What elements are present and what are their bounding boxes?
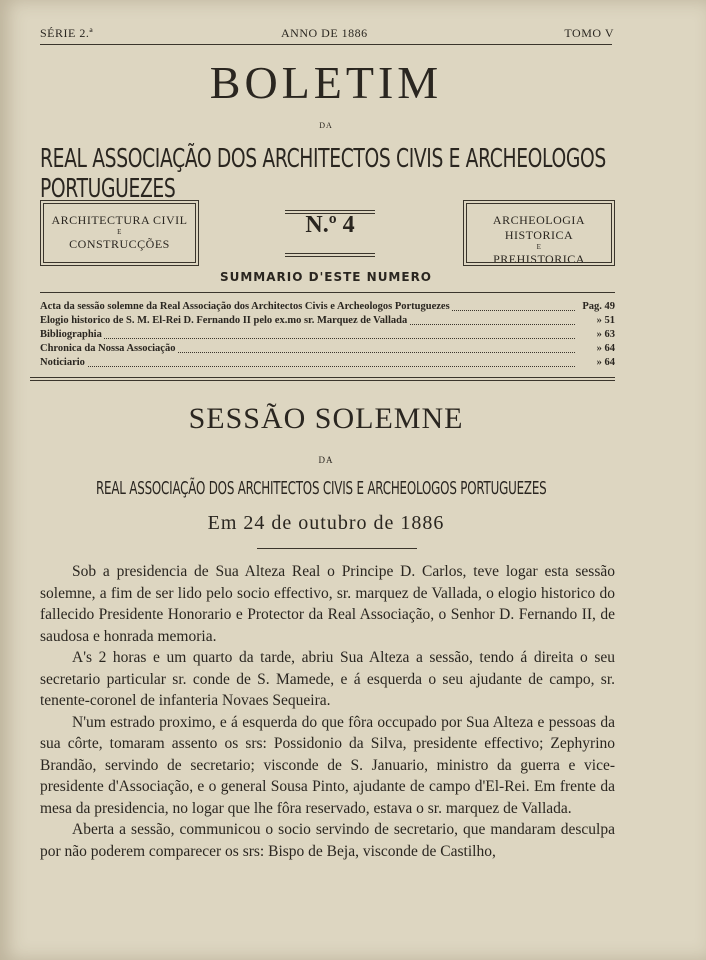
summary-rule-bottom2: [30, 380, 615, 381]
numero-rule-top: [285, 210, 375, 211]
article-body: [40, 561, 615, 862]
paragraph: Aberta a sessão, communicou o socio servindo de secretario, que mandaram desculpa por não poderem comparecer os srs: Bispo de Beja, visconde de Castilho,: [40, 821, 615, 860]
year-label: ANNO DE 1886: [281, 26, 368, 40]
serie-label: SÉRIE 2.ª: [40, 26, 94, 40]
toc-item: [40, 342, 615, 356]
summary-rule-bottom: [30, 377, 615, 378]
archeology-box: [463, 200, 615, 266]
toc-title: Elogio historico de S. M. El-Rei D. Fernando II pelo ex.mo sr. Marquez de Vallada: [40, 315, 408, 326]
article-date: Em 24 de outubro de 1886: [207, 512, 445, 534]
header-line: [40, 26, 614, 44]
toc-item: [40, 356, 615, 370]
society-name: REAL ASSOCIAÇÃO DOS ARCHITECTOS CIVIS E ARCHEOLOGOS PORTUGUEZES: [40, 144, 606, 204]
paragraph: A's 2 horas e um quarto da tarde, abriu Sua Alteza a sessão, tendo á direita o seu secretario particular sr. conde de S. Mamede, e á esquerda o seu ajudante de campo, sr. tenente-coronel de infanteria Novaes Sequeira.: [40, 649, 615, 709]
paragraph: N'um estrado proximo, e á esquerda do que fôra occupado por Sua Alteza e pessoas da sua côrte, tomaram assento os srs: Possidonio da Silva, presidente effectivo; Zephyrino Brandão, servindo de secretario; visconde de S. Januario, ministro da guerra e vice-presidente d'Associação, e o general Sousa Pinto, ajudante de campo d'El-Rei. Em frente da mesa da presidencia, no logar que lhe fôra reservado, estava o sr. marquez de Vallada.: [40, 713, 615, 817]
table-of-contents: [40, 300, 615, 370]
archeology-e: E: [536, 243, 542, 251]
numero-rule-bottom: [285, 253, 375, 254]
toc-page: » 63: [593, 328, 615, 342]
header-rule: [40, 44, 612, 45]
architecture-line1: ARCHITECTURA CIVIL: [51, 213, 188, 227]
architecture-line2: CONSTRUCÇÕES: [69, 237, 170, 251]
tomo-label: TOMO V: [564, 26, 614, 40]
date-rule: [257, 548, 417, 549]
article-society: REAL ASSOCIAÇÃO DOS ARCHITECTOS CIVIS E ARCHEOLOGOS PORTUGUEZES: [96, 478, 547, 499]
architecture-box: [40, 200, 199, 266]
archeology-line2: PREHISTORICA: [493, 252, 585, 266]
numero-rule-bottom2: [285, 256, 375, 257]
toc-page: » 64: [593, 342, 615, 356]
toc-title: Bibliographia: [40, 329, 102, 340]
paragraph: Sob a presidencia de Sua Alteza Real o Principe D. Carlos, teve logar esta sessão solemne, a fim de ser lido pelo socio effectivo, sr. marquez de Vallada, o elogio historico do fallecido Presidente Honorario e Protector da Real Associação, o Senhor D. Fernando II, de saudosa e honrada memoria.: [40, 563, 615, 645]
article-da: DA: [318, 455, 334, 465]
summary-rule-top: [40, 292, 615, 293]
da-connector: DA: [319, 121, 333, 130]
toc-item: [40, 300, 615, 314]
toc-page: » 51: [593, 314, 615, 328]
archeology-line1: ARCHEOLOGIA HISTORICA: [492, 213, 586, 242]
toc-title: Acta da sessão solemne da Real Associação dos Architectos Civis e Archeologos Portuguezes: [40, 301, 450, 312]
journal-title: BOLETIM: [209, 57, 443, 108]
summary-heading: SUMMARIO D'ESTE NUMERO: [219, 270, 433, 284]
toc-page: Pag. 49: [578, 300, 615, 314]
toc-item: [40, 314, 615, 328]
toc-title: Chronica da Nossa Associação: [40, 343, 176, 354]
toc-title: Noticiario: [40, 357, 85, 368]
issue-number: N.º 4: [305, 212, 355, 238]
toc-item: [40, 328, 615, 342]
toc-page: » 64: [593, 356, 615, 370]
article-title: SESSÃO SOLEMNE: [188, 402, 464, 435]
architecture-e: E: [117, 228, 122, 236]
